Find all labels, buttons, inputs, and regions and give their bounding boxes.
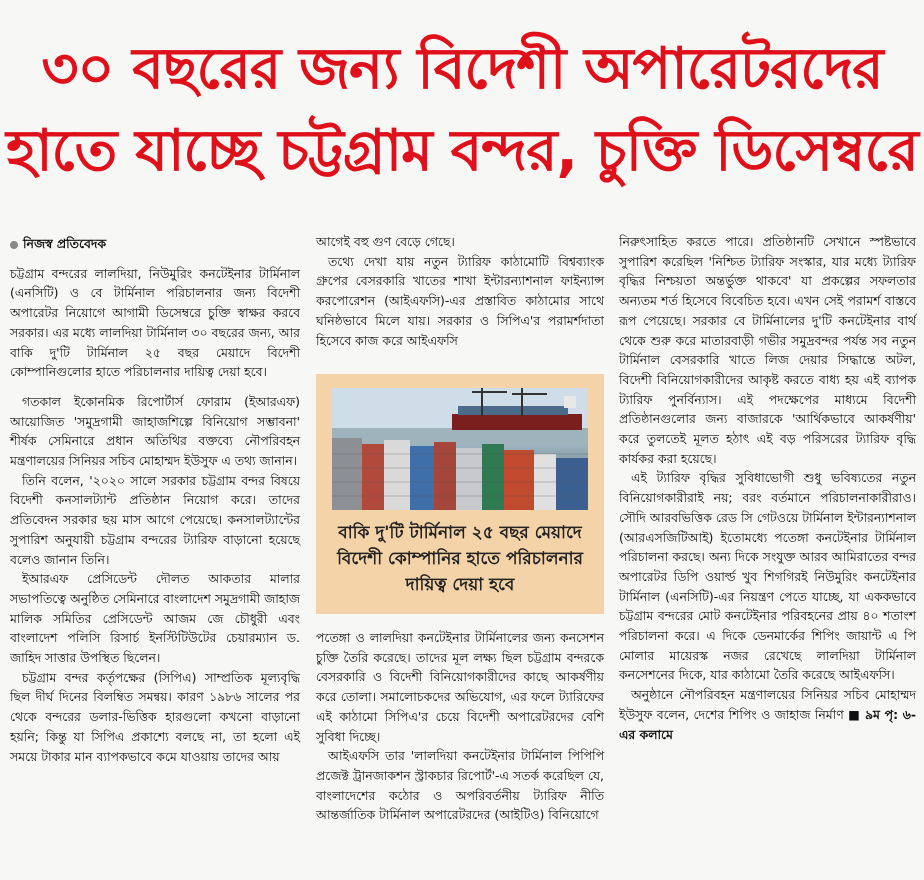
paragraph: আগেই বহু গুণ বেড়ে গেছে। bbox=[316, 234, 455, 249]
headline bbox=[6, 28, 918, 192]
paragraph: চট্টগ্রাম বন্দরের লালদিয়া, নিউমুরিং কনটেইনার টার্মিনাল (এনসিটি) ও বে টার্মিনাল পরিচালনার জন্য বিদেশী অপারেটর নিয়োগে আগামী ডিসেম্বরে চুক্তি স্বাক্ষর করবে সরকার। এর মধ্যে লালদিয়া টার্মিনাল ৩০ বছরের জন্য, আর বাকি দু'টি টার্মিনাল ২৫ বছর মেয়াদে বিদেশী কোম্পানিগুলোর হাতে পরিচালনার দায়িত্ব দেয়া হবে। bbox=[10, 265, 300, 380]
headline-line-1: ৩০ বছরের জন্য বিদেশী অপারেটরদের bbox=[41, 36, 883, 102]
headline-line-2: হাতে যাচ্ছে চট্টগ্রাম বন্দর, চুক্তি ডিসেম্বরে bbox=[6, 118, 918, 184]
paragraph: তিনি বলেন, '২০২০ সালে সরকার চট্টগ্রাম বন্দর বিষয়ে বিদেশী কনসালট্যান্ট প্রতিষ্ঠান নিয়োগ করে। তাদের প্রতিবেদন সরকার ছয় মাস আগে পেয়েছে। কনসালট্যান্টের সুপারিশ অনুযায়ী চট্টগ্রাম বন্দরের ট্যারিফ বাড়ানো হয়েছে বলেও জানান তিনি। bbox=[10, 472, 300, 567]
byline-text: নিজস্ব প্রতিবেদক bbox=[23, 236, 107, 251]
article-column-2-bottom bbox=[316, 628, 604, 825]
paragraph-text: অনুষ্ঠানে নৌপরিবহন মন্ত্রণালয়ের সিনিয়র সচিব মোহাম্মদ ইউসুফ বলেন, দেশের শিপিং ও জাহাজ নির্মাণ bbox=[619, 687, 916, 722]
paragraph: নিরুৎসাহিত করতে পারে। প্রতিষ্ঠানটি সেখানে স্পষ্টভাবে সুপারিশ করেছিল 'নিশ্চিত ট্যারিফ সংস্কার, যার মধ্যে ট্যারিফ বৃদ্ধির নিশ্চয়তা অন্তর্ভুক্ত থাকবে' যা প্রকল্পের সফলতার অন্যতম শর্ত হিসেবে বিবেচিত হবে। এখন সেই পরামর্শ বাস্তবে রূপ পেয়েছে। সরকার বে টার্মিনালের দু'টি কনটেইনার বার্থ থেকে শুরু করে মাতারবাড়ী গভীর সমুদ্রবন্দর পর্যন্ত সব নতুন টার্মিনাল বেসরকারি খাতে লিজ দেয়ার সিদ্ধান্তে অটল, বিদেশী বিনিয়োগকারীদের আকৃষ্ট করতে বাধ্য হয় এই ব্যাপক ট্যারিফ পুনর্বিন্যাস। এই পদক্ষেপের মাধ্যমে বিদেশী প্রতিষ্ঠানগুলোর জন্য বাজারকে 'আর্থিকভাবে আকর্ষণীয়' করে তুলতেই মূলত হঠাৎ এই বড় পরিসরের ট্যারিফ বৃদ্ধি কার্যকর করা হয়েছে। bbox=[619, 234, 916, 466]
paragraph: তথ্যে দেখা যায় নতুন ট্যারিফ কাঠামোটি বিশ্বব্যাংক গ্রুপের বেসরকারি খাতের শাখা ইন্টারন্যাশনাল ফাইন্যান্স করপোরেশন (আইএফসি)-এর প্রস্তাবিত কাঠামোর সাথে ঘনিষ্ঠভাবে মিলে যায়। সরকার ও সিপিএ'র পরামর্শদাতা হিসেবে কাজ করে আইএফসি bbox=[316, 253, 604, 348]
article-column-1 bbox=[10, 234, 300, 766]
paragraph bbox=[619, 685, 916, 744]
paragraph: চট্টগ্রাম বন্দর কর্তৃপক্ষের (সিপিএ) সাম্প্রতিক মূল্যবৃদ্ধি ছিল দীর্ঘ দিনের বিলম্বিত সমন্বয়। কারণ ১৯৮৬ সালের পর থেকে বন্দরের ডলার-ভিত্তিক হারগুলো কখনো বাড়ানো হয়নি; কিন্তু যা সিপিএ প্রকাশ্যে বলছে না, তা হলো এই সময়ে টাকার মান ব্যাপকভাবে কমে যাওয়ায় তাদের আয় bbox=[10, 669, 300, 764]
paragraph: পতেঙ্গা ও লালদিয়া কনটেইনার টার্মিনালের জন্য কনসেশন চুক্তি তৈরি করেছে। তাদের মূল লক্ষ্য ছিল চট্টগ্রাম বন্দরকে বেসরকারি ও বিদেশী বিনিয়োগকারীদের কাছে আকর্ষণীয় করে তোলা। সমালোচকদের অভিযোগ, এর ফলে ট্যারিফের এই কাঠামো সিপিএ'র চেয়ে বিদেশী অপারেটরদের বেশি সুবিধা দিচ্ছে। bbox=[316, 630, 604, 744]
paragraph: গতকাল ইকোনমিক রিপোর্টার্স ফোরাম (ইআরএফ) আয়োজিত 'সমুদ্রগামী জাহাজশিল্পে বিনিয়োগ সম্ভাবনা' শীর্ষক সেমিনারে প্রধান অতিথির বক্তব্যে নৌপরিবহন মন্ত্রণালয়ের সিনিয়র সচিব মোহাম্মদ ইউসুফ এ তথ্য জানান। bbox=[10, 393, 300, 469]
paragraph: ইআরএফ প্রেসিডেন্ট দৌলত আকতার মালার সভাপতিত্বে অনুষ্ঠিত সেমিনারে বাংলাদেশ সমুদ্রগামী জাহাজ মালিক সমিতির প্রেসিডেন্ট আজম জে চৌধুরী এবং বাংলাদেশ পলিসি রিসার্চ ইনস্টিটিউটের চেয়ারম্যান ড. জাহিদ সাত্তার উপস্থিত ছিলেন। bbox=[10, 571, 300, 666]
paragraph: এই ট্যারিফ বৃদ্ধির সুবিধাভোগী শুধু ভবিষ্যতের নতুন বিনিয়োগকারীরাই নয়; বরং বর্তমানে পরিচালনাকারীরাও। সৌদি আরবভিত্তিক রেড সি গেটওয়ে টার্মিনাল ইন্টারন্যাশনাল (আরএসজিটিআই) ইতোমধ্যে পতেঙ্গা কনটেইনার টার্মিনাল পরিচালনা করছে। অন্য দিকে সংযুক্ত আরব আমিরাতের বন্দর অপারেটর ডিপি ওয়ার্ল্ড খুব শিগগিরই নিউমুরিং কনটেইনার টার্মিনাল (এনসিটি)-এর নিয়ন্ত্রণ পেতে যাচ্ছে, যা এককভাবে চট্টগ্রাম বন্দরের মোট কনটেইনার পরিবহনের প্রায় ৪০ শতাংশ পরিচালনা করে। এ দিকে ডেনমার্কের শিপিং জায়ান্ট এ পি মোলার মায়েরস্ক নজর রেখেছে লালদিয়া টার্মিনাল কনসেশনের দিকে, যার কাঠামো তৈরি করেছে আইএফসি। bbox=[619, 470, 916, 683]
feature-box bbox=[316, 374, 604, 614]
article-column-2-top bbox=[316, 232, 604, 350]
byline bbox=[10, 234, 300, 254]
continuation-note[interactable]: ■ ৯ম পৃ: ৬-এর কলামে bbox=[619, 706, 916, 742]
paragraph: আইএফসি তার 'লালদিয়া কনটেইনার টার্মিনাল পিপিপি প্রজেক্ট ট্রানজাকশন স্ট্রাকচার রিপোর্ট'-এ সতর্ক করেছিল যে, বাংলাদেশের কঠোর ও অপরিবর্তনীয় ট্যারিফ নীতি আন্তর্জাতিক টার্মিনাল অপারেটরদের (আইটিও) বিনিয়োগে bbox=[316, 748, 604, 823]
container-port-photo bbox=[332, 388, 588, 510]
article-column-3 bbox=[619, 232, 916, 744]
pull-quote: বাকি দু'টি টার্মিনাল ২৫ বছর মেয়াদে বিদেশী কোম্পানির হাতে পরিচালনার দায়িত্ব দেয়া হবে bbox=[337, 523, 583, 595]
bullet-icon bbox=[10, 241, 18, 249]
